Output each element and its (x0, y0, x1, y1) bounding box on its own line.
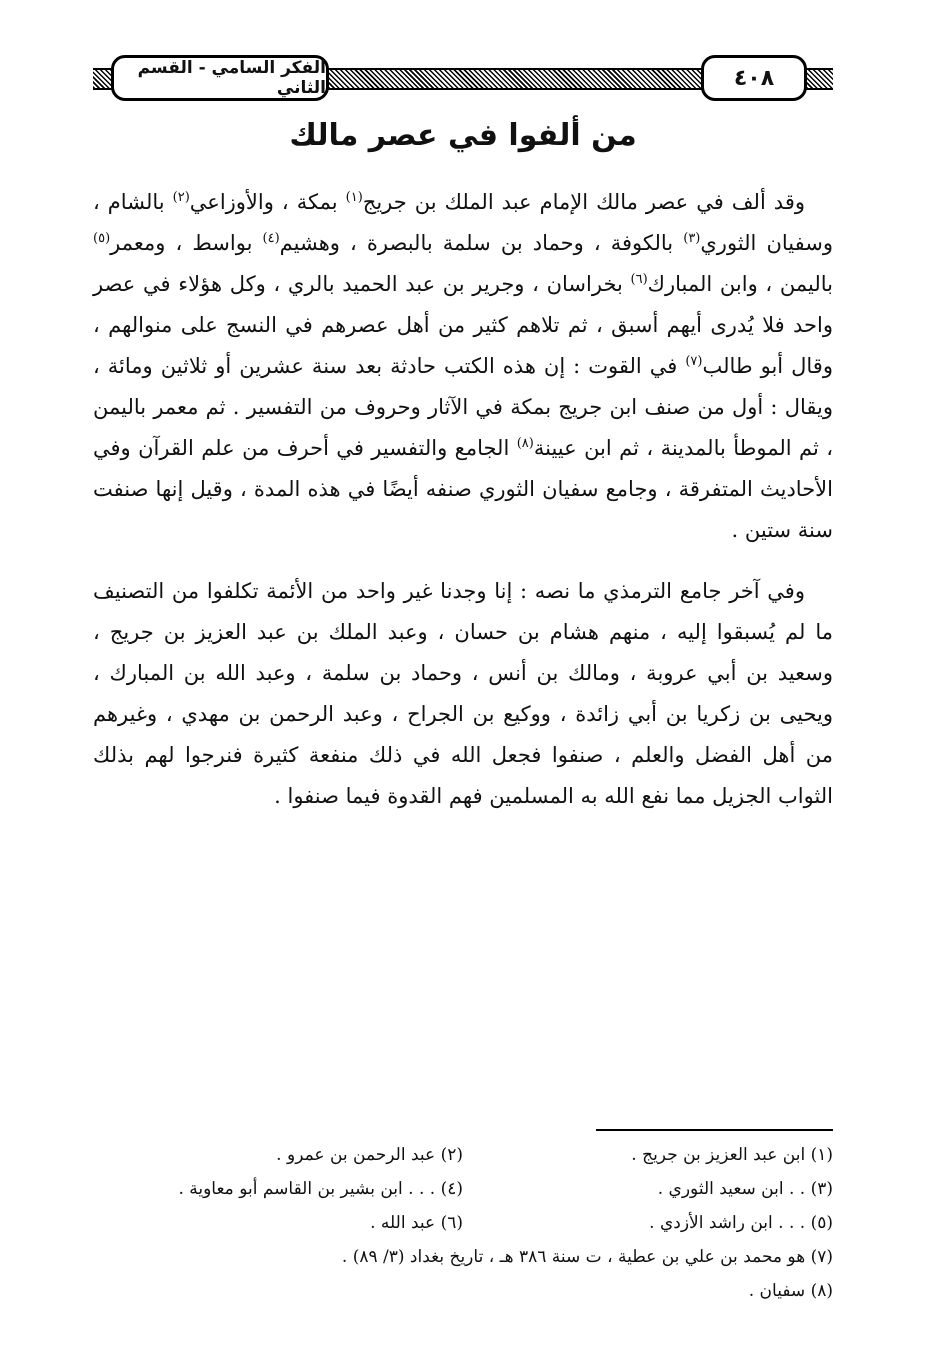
footnote-ref-5: (٥) (93, 231, 111, 246)
footnote-ref-8: (٨) (516, 436, 534, 451)
footnote-3: (٣) . . ابن سعيد الثوري . (657, 1179, 833, 1199)
paragraph-1-segment: في القوت : إن هذه الكتب حادثة بعد سنة عشرين أو ثلاثين ومائة ، ويقال : أول من صنف ابن جريج بمكة في الآثار وحروف من التفسير . ثم معمر باليمن ، ثم الموطأ بالمدينة ، ثم ابن عيينة (93, 354, 833, 460)
footnote-ref-4: (٤) (262, 231, 280, 246)
footnote-ref-6: (٦) (630, 272, 648, 287)
footnote-row (93, 1138, 833, 1172)
running-title: الفكر السامي - القسم الثاني (111, 55, 329, 101)
main-text (93, 182, 833, 817)
paragraph-1-segment: بواسط ، ومعمر (110, 231, 253, 255)
paragraph-1-segment: الجامع والتفسير في أحرف من علم القرآن وفي الأحاديث المتفرقة ، وجامع سفيان الثوري صنفه أيضًا في هذه المدة ، وقيل إنها صنفت سنة ستين . (93, 436, 833, 542)
footnotes (93, 1138, 833, 1308)
footnote-7: (٧) هو محمد بن علي بن عطية ، ت سنة ٣٨٦ هـ ، تاريخ بغداد (٣/ ٨٩) . (341, 1247, 833, 1267)
paragraph-1-segment: بالشام ، وسفيان الثوري (93, 190, 833, 255)
footnote-1: (١) ابن عبد العزيز بن جريج . (631, 1145, 833, 1165)
footnote-5: (٥) . . . ابن راشد الأزدي . (649, 1213, 833, 1233)
paragraph-1-segment: بالكوفة ، وحماد بن سلمة بالبصرة ، وهشيم (279, 231, 674, 255)
paragraph-2: وفي آخر جامع الترمذي ما نصه : إنا وجدنا غير واحد من الأئمة تكلفوا من التصنيف ما لم يُسبقوا إليه ، منهم هشام بن حسان ، وعبد الملك بن عبد العزيز بن جريج ، وسعيد بن أبي عروبة ، ومالك بن أنس ، وحماد بن سلمة ، وعبد الله بن المبارك ، ويحيى بن زكريا بن أبي زائدة ، ووكيع بن الجراح ، وعبد الرحمن بن مهدي ، وغيرهم من أهل الفضل والعلم ، صنفوا فجعل الله في ذلك منفعة كثيرة فنرجوا لهم بذلك الثواب الجزيل مما نفع الله به المسلمين فهم القدوة فيما صنفوا . (93, 579, 833, 808)
footnote-separator (596, 1129, 833, 1131)
paragraph-1-segment: بخراسان ، وجرير بن عبد الحميد بالري ، وكل هؤلاء في عصر واحد فلا يُدرى أيهم أسبق ، ثم تلاهم كثير من أهل عصرهم في النسج على منوالهم ، وقال أبو طالب (93, 272, 833, 378)
footnote-ref-7: (٧) (685, 354, 703, 369)
footnote-ref-2: (٢) (172, 190, 190, 205)
footnote-8: (٨) سفيان . (748, 1281, 833, 1301)
footnote-ref-1: (١) (345, 190, 363, 205)
footnote-2: (٢) عبد الرحمن بن عمرو . (276, 1145, 463, 1165)
page-header (93, 52, 833, 102)
paragraph-1-segment: باليمن ، وابن المبارك (647, 272, 833, 296)
paragraph-1-segment: بمكة ، والأوزاعي (189, 190, 338, 214)
footnote-6: (٦) عبد الله . (370, 1213, 463, 1233)
header-hatch-middle (323, 68, 703, 90)
footnote-row (93, 1172, 833, 1206)
footnote-ref-3: (٣) (683, 231, 701, 246)
section-heading: من ألفوا في عصر مالك (289, 118, 637, 153)
paragraph-1-segment: وقد ألف في عصر مالك الإمام عبد الملك بن جريج (362, 190, 806, 214)
footnote-row (93, 1206, 833, 1240)
paragraph-1 (93, 182, 833, 551)
footnote-4: (٤) . . . ابن بشير بن القاسم أبو معاوية . (178, 1179, 463, 1199)
page-number: ٤٠٨ (701, 55, 807, 101)
